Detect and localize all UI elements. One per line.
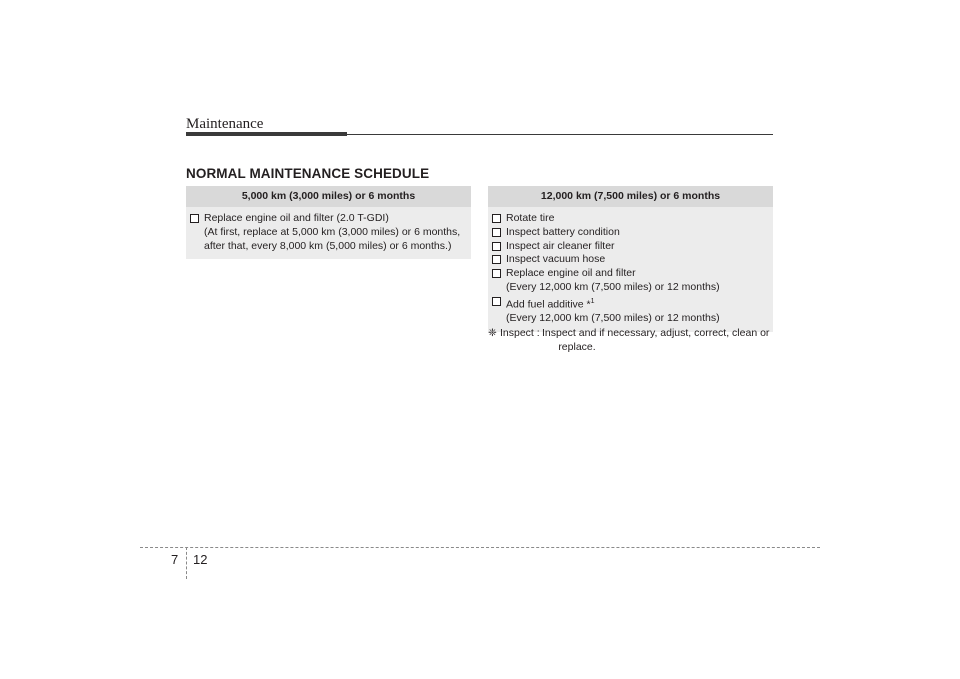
list-item [190, 212, 461, 226]
item-detail: (Every 12,000 km (7,500 miles) or 12 months) [506, 312, 720, 325]
header-rule-thin [347, 134, 773, 135]
item-detail: (Every 12,000 km (7,500 miles) or 12 months) [506, 280, 720, 293]
note-term: Inspect : [500, 327, 540, 339]
checkbox-icon [492, 269, 501, 278]
chapter-number: 7 [171, 552, 179, 567]
item-label: Inspect battery condition [506, 225, 620, 238]
header-rule-thick [186, 132, 347, 136]
page-number: 12 [193, 552, 208, 567]
card-body [488, 207, 773, 332]
item-label: Replace engine oil and filter (2.0 T-GDI) [204, 212, 389, 224]
card-heading: 12,000 km (7,500 miles) or 6 months [488, 186, 773, 207]
card-heading: 5,000 km (3,000 miles) or 6 months [186, 186, 471, 207]
header-title: Maintenance [186, 116, 264, 132]
checkbox-icon [190, 214, 199, 223]
checkbox-icon [492, 255, 501, 264]
item-label: Inspect air cleaner filter [506, 239, 615, 252]
list-item [492, 226, 763, 240]
checkbox-icon [492, 242, 501, 251]
item-detail: after that, every 8,000 km (5,000 miles) or 6 months.) [204, 239, 452, 252]
checkbox-icon [492, 214, 501, 223]
list-item [492, 253, 763, 267]
item-label: Add fuel additive * [506, 298, 591, 311]
card-body [186, 207, 471, 259]
footer-rule [140, 547, 820, 548]
list-item [492, 295, 763, 312]
item-label: Replace engine oil and filter [506, 267, 636, 280]
checkbox-icon [492, 228, 501, 237]
note-continuation: replace. [558, 340, 596, 353]
inspect-note [488, 327, 773, 355]
item-label: Rotate tire [506, 212, 555, 224]
section-title: NORMAL MAINTENANCE SCHEDULE [186, 166, 430, 181]
footnote-marker: 1 [590, 297, 595, 305]
item-label: Inspect vacuum hose [506, 253, 606, 266]
checkbox-icon [492, 297, 501, 306]
list-item [492, 267, 763, 281]
item-detail: (At first, replace at 5,000 km (3,000 miles) or 6 months, [204, 225, 461, 238]
schedule-card-12000km [488, 186, 773, 332]
list-item [492, 212, 763, 226]
schedule-card-5000km [186, 186, 471, 259]
list-item [492, 240, 763, 254]
note-description: Inspect and if necessary, adjust, correct, clean or [542, 327, 770, 339]
footer-divider [186, 547, 187, 579]
note-mark-icon: ❈ [488, 327, 497, 339]
